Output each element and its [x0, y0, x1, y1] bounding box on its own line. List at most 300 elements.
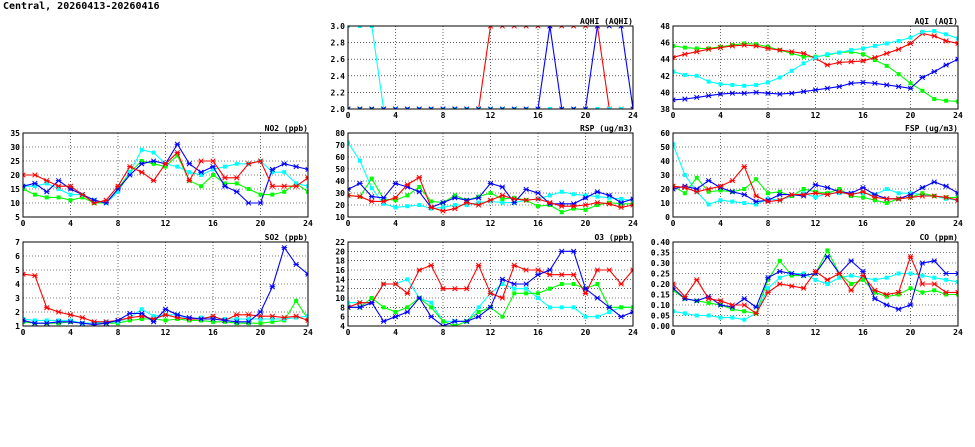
data-point: [246, 313, 252, 318]
data-point: [370, 186, 374, 190]
x-tick-label: 4: [393, 328, 398, 337]
data-point: [741, 296, 747, 301]
data-point: [909, 36, 913, 40]
chart-title: NO2 (ppb): [264, 124, 308, 133]
data-point: [211, 173, 215, 177]
y-tick-label: 80: [335, 129, 345, 138]
data-point: [885, 201, 889, 205]
data-point: [234, 313, 240, 318]
y-tick-label: 10: [10, 199, 20, 208]
data-point: [683, 191, 687, 195]
data-point: [559, 204, 565, 209]
data-point: [45, 195, 49, 199]
data-point: [741, 164, 747, 169]
y-tick-label: 4: [15, 280, 20, 289]
y-tick-label: 0.10: [650, 301, 670, 310]
data-point: [765, 91, 771, 96]
data-point: [619, 305, 623, 309]
data-point: [754, 177, 758, 181]
data-point: [358, 159, 362, 163]
data-point: [140, 148, 144, 152]
data-point: [931, 69, 937, 74]
data-point: [223, 165, 227, 169]
data-point: [741, 303, 747, 308]
data-point: [706, 178, 712, 183]
data-point: [258, 310, 264, 315]
data-point: [394, 205, 398, 209]
chart-rsp: [335, 124, 638, 228]
x-tick-label: 0: [345, 328, 351, 337]
data-point: [730, 178, 736, 183]
y-tick-label: 46: [660, 38, 670, 48]
y-tick-label: 5: [15, 213, 20, 222]
data-point: [849, 274, 853, 278]
data-point: [572, 192, 576, 196]
data-point: [825, 278, 831, 283]
data-point: [707, 80, 711, 84]
y-tick-label: 2.6: [330, 55, 345, 65]
data-point: [778, 276, 782, 280]
data-point: [695, 74, 699, 78]
data-point: [405, 193, 409, 197]
data-point: [849, 282, 853, 286]
data-point: [931, 180, 937, 185]
data-point: [270, 184, 276, 189]
x-tick-label: 8: [765, 328, 771, 337]
data-point: [535, 268, 541, 273]
data-point: [583, 203, 589, 208]
data-point: [885, 64, 889, 68]
data-point: [164, 318, 168, 322]
x-tick-label: 8: [440, 219, 446, 228]
x-tick-label: 12: [485, 111, 496, 120]
x-tick-label: 16: [858, 111, 868, 120]
data-point: [293, 262, 299, 267]
data-point: [32, 173, 38, 178]
data-point: [452, 286, 458, 291]
data-point: [429, 305, 433, 309]
data-point: [477, 310, 481, 314]
data-point: [428, 263, 434, 268]
data-point: [500, 315, 504, 319]
data-point: [618, 314, 624, 319]
data-point: [559, 249, 565, 254]
data-point: [369, 199, 375, 204]
y-tick-label: 2.2: [330, 88, 345, 98]
y-tick-label: 7: [15, 238, 20, 247]
data-point: [932, 288, 936, 292]
y-tick-label: 70: [335, 141, 345, 150]
data-point: [247, 187, 251, 191]
y-tick-label: 40: [660, 157, 670, 166]
data-point: [909, 81, 913, 85]
data-point: [222, 176, 228, 181]
x-tick-label: 12: [160, 328, 171, 337]
y-tick-label: 18: [335, 256, 345, 266]
chart-aqhi: [331, 17, 638, 120]
data-point: [897, 272, 901, 276]
data-point: [742, 84, 746, 88]
y-tick-label: 15: [10, 185, 20, 194]
data-point: [405, 310, 411, 315]
y-tick-label: 6: [340, 312, 345, 322]
x-tick-label: 12: [810, 328, 821, 337]
data-point: [730, 83, 734, 87]
data-point: [234, 190, 240, 195]
data-point: [175, 142, 181, 147]
data-point: [920, 290, 924, 294]
data-point: [560, 305, 564, 309]
data-point: [416, 175, 422, 180]
data-point: [848, 59, 854, 64]
x-tick-label: 20: [255, 219, 266, 228]
data-point: [259, 193, 263, 197]
data-point: [198, 159, 204, 164]
data-point: [683, 46, 687, 50]
data-point: [370, 296, 374, 300]
data-point: [741, 91, 747, 96]
data-point: [790, 69, 794, 73]
data-point: [500, 201, 504, 205]
x-tick-label: 16: [533, 219, 543, 228]
data-point: [753, 305, 759, 310]
data-point: [777, 282, 783, 287]
data-point: [943, 63, 949, 68]
data-point: [524, 287, 528, 291]
y-tick-label: 44: [660, 55, 670, 65]
data-point: [873, 44, 877, 48]
y-tick-label: 22: [335, 238, 345, 247]
data-point: [742, 187, 746, 191]
data-point: [885, 276, 889, 280]
y-tick-label: 3.0: [330, 22, 345, 31]
data-point: [429, 301, 433, 305]
x-tick-label: 4: [393, 111, 398, 120]
data-point: [548, 305, 552, 309]
data-point: [560, 210, 564, 214]
data-point: [896, 307, 902, 312]
x-tick-label: 0: [670, 111, 676, 120]
chart-title: AQI (AQI): [914, 17, 958, 26]
data-point: [753, 90, 759, 95]
data-point: [909, 286, 913, 290]
y-tick-label: 38: [660, 105, 670, 114]
x-tick-label: 24: [303, 219, 313, 228]
data-point: [139, 170, 145, 175]
data-point: [849, 48, 853, 52]
data-point: [281, 162, 287, 167]
y-tick-label: 6: [15, 252, 20, 261]
chart-title: CO (ppm): [919, 233, 958, 242]
x-tick-label: 4: [718, 219, 723, 228]
x-tick-label: 0: [670, 219, 676, 228]
y-tick-label: 42: [660, 71, 670, 81]
data-point: [369, 194, 375, 199]
data-point: [802, 61, 806, 65]
x-tick-label: 16: [208, 219, 218, 228]
x-tick-label: 12: [160, 219, 171, 228]
data-point: [152, 151, 156, 155]
data-point: [441, 205, 445, 209]
data-point: [139, 311, 145, 316]
x-tick-label: 12: [485, 219, 496, 228]
data-point: [584, 315, 588, 319]
y-tick-label: 60: [335, 153, 345, 162]
y-tick-label: 20: [335, 201, 345, 210]
data-point: [405, 305, 409, 309]
data-point: [127, 164, 133, 169]
data-point: [270, 193, 274, 197]
data-point: [778, 75, 782, 79]
data-point: [897, 191, 901, 195]
data-point: [719, 82, 723, 86]
chart-title: FSP (ug/m3): [905, 124, 958, 133]
x-tick-label: 24: [628, 219, 638, 228]
data-point: [56, 178, 62, 183]
y-tick-label: 0.15: [650, 290, 670, 300]
chart-so2: [15, 233, 313, 337]
data-point: [535, 191, 541, 196]
data-point: [370, 177, 374, 181]
data-point: [682, 97, 688, 102]
data-point: [825, 248, 829, 252]
data-point: [595, 268, 601, 273]
data-point: [730, 316, 734, 320]
data-point: [595, 190, 601, 195]
data-point: [814, 56, 818, 60]
data-point: [931, 282, 937, 287]
page-title: Central, 20260413-20260416: [3, 1, 160, 12]
x-tick-label: 16: [858, 328, 868, 337]
data-point: [742, 318, 746, 322]
data-point: [535, 272, 541, 277]
data-point: [547, 268, 553, 273]
data-point: [571, 272, 577, 277]
x-tick-label: 12: [810, 219, 821, 228]
data-point: [163, 307, 169, 312]
chart-title: RSP (ug/m3): [580, 124, 633, 133]
x-tick-label: 8: [115, 328, 121, 337]
data-point: [766, 80, 770, 84]
data-point: [754, 83, 758, 87]
data-point: [753, 194, 759, 199]
data-point: [548, 287, 552, 291]
data-point: [896, 47, 902, 52]
y-tick-label: 10: [335, 294, 345, 303]
x-tick-label: 0: [20, 328, 26, 337]
data-point: [706, 93, 712, 98]
y-tick-label: 2.0: [330, 105, 345, 114]
data-point: [282, 170, 286, 174]
data-point: [848, 81, 854, 86]
data-point: [920, 274, 924, 278]
data-point: [234, 176, 240, 181]
data-point: [524, 291, 528, 295]
data-point: [187, 170, 191, 174]
data-point: [861, 52, 865, 56]
x-tick-label: 4: [718, 328, 723, 337]
y-tick-label: 10: [660, 199, 670, 208]
data-point: [884, 83, 890, 88]
data-point: [547, 272, 553, 277]
data-point: [695, 314, 699, 318]
y-tick-label: 20: [10, 171, 20, 180]
y-tick-label: 35: [10, 129, 20, 138]
data-point: [607, 310, 611, 314]
data-point: [69, 193, 73, 197]
y-tick-label: 0.40: [650, 238, 670, 247]
y-tick-label: 0.25: [650, 269, 670, 279]
data-point: [896, 84, 902, 89]
data-point: [719, 316, 723, 320]
data-point: [595, 195, 599, 199]
data-point: [802, 187, 806, 191]
x-tick-label: 16: [858, 219, 868, 228]
data-point: [500, 197, 504, 201]
data-point: [861, 195, 865, 199]
chart-co: [651, 233, 963, 337]
data-point: [572, 282, 576, 286]
data-point: [140, 307, 144, 311]
x-tick-label: 4: [393, 219, 398, 228]
x-tick-label: 16: [533, 328, 543, 337]
chart-fsp: [660, 124, 963, 228]
data-point: [477, 305, 481, 309]
data-point: [909, 272, 913, 276]
y-tick-label: 50: [660, 143, 670, 152]
y-tick-label: 0.20: [650, 280, 670, 289]
data-point: [707, 202, 711, 206]
data-point: [801, 89, 807, 94]
x-tick-label: 0: [670, 328, 676, 337]
data-point: [382, 305, 386, 309]
x-tick-label: 24: [953, 328, 963, 337]
data-point: [944, 99, 948, 103]
data-point: [897, 72, 901, 76]
data-point: [825, 282, 829, 286]
x-tick-label: 24: [953, 219, 963, 228]
data-point: [943, 184, 949, 189]
data-point: [825, 86, 831, 91]
data-point: [500, 277, 506, 282]
data-point: [606, 268, 612, 273]
data-point: [33, 193, 37, 197]
x-tick-label: 4: [718, 111, 723, 120]
x-tick-label: 20: [905, 111, 916, 120]
data-point: [416, 190, 422, 195]
data-point: [186, 162, 192, 167]
data-point: [560, 282, 564, 286]
y-tick-label: 25: [10, 157, 20, 166]
data-point: [416, 268, 422, 273]
data-point: [523, 282, 529, 287]
data-point: [932, 276, 936, 280]
data-point: [56, 310, 62, 315]
data-point: [801, 286, 807, 291]
data-point: [742, 309, 746, 313]
data-point: [789, 284, 795, 289]
data-point: [394, 310, 398, 314]
data-point: [560, 190, 564, 194]
data-point: [68, 313, 74, 318]
data-point: [944, 278, 948, 282]
y-tick-label: 20: [660, 185, 670, 194]
y-tick-label: 12: [335, 284, 345, 294]
data-point: [861, 278, 865, 282]
x-tick-label: 8: [440, 328, 446, 337]
data-point: [512, 287, 516, 291]
data-point: [861, 46, 865, 50]
y-tick-label: 30: [10, 143, 20, 152]
data-point: [707, 301, 711, 305]
data-point: [293, 164, 299, 169]
data-point: [885, 41, 889, 45]
data-point: [920, 30, 924, 34]
data-point: [595, 296, 601, 301]
y-tick-label: 48: [660, 22, 670, 31]
data-point: [464, 286, 470, 291]
data-point: [707, 314, 711, 318]
y-tick-label: 0.30: [650, 259, 670, 268]
y-tick-label: 0: [665, 213, 670, 222]
y-tick-label: 8: [340, 303, 345, 313]
y-tick-label: 0.00: [650, 322, 670, 331]
data-point: [80, 315, 86, 320]
data-point: [766, 191, 770, 195]
data-point: [884, 303, 890, 308]
x-tick-label: 20: [580, 111, 591, 120]
data-point: [920, 89, 924, 93]
x-tick-label: 4: [68, 219, 73, 228]
chart-title: SO2 (ppb): [264, 233, 308, 242]
y-tick-label: 30: [335, 189, 345, 198]
y-tick-label: 60: [660, 129, 670, 138]
data-point: [931, 259, 937, 264]
x-tick-label: 20: [905, 328, 916, 337]
series-line: [673, 257, 958, 310]
y-tick-label: 2.8: [330, 38, 345, 48]
y-tick-label: 4: [340, 322, 345, 331]
data-point: [281, 184, 287, 189]
data-point: [848, 259, 854, 264]
x-tick-label: 8: [765, 219, 771, 228]
data-point: [943, 271, 949, 276]
x-tick-label: 0: [345, 111, 351, 120]
y-tick-label: 14: [335, 275, 345, 285]
data-point: [683, 73, 687, 77]
data-point: [235, 162, 239, 166]
x-tick-label: 12: [485, 328, 496, 337]
data-point: [476, 314, 482, 319]
data-point: [595, 315, 599, 319]
series-group: [670, 248, 961, 321]
data-point: [393, 314, 399, 319]
data-point: [428, 314, 434, 319]
data-point: [246, 201, 252, 206]
data-point: [548, 193, 552, 197]
data-point: [884, 197, 890, 202]
data-point: [357, 181, 363, 186]
data-point: [814, 195, 818, 199]
data-point: [151, 178, 157, 183]
data-point: [489, 191, 493, 195]
data-point: [536, 296, 540, 300]
x-tick-label: 12: [810, 111, 821, 120]
data-point: [523, 187, 529, 192]
data-point: [500, 185, 506, 190]
data-point: [683, 173, 687, 177]
y-tick-label: 0.35: [650, 248, 670, 258]
